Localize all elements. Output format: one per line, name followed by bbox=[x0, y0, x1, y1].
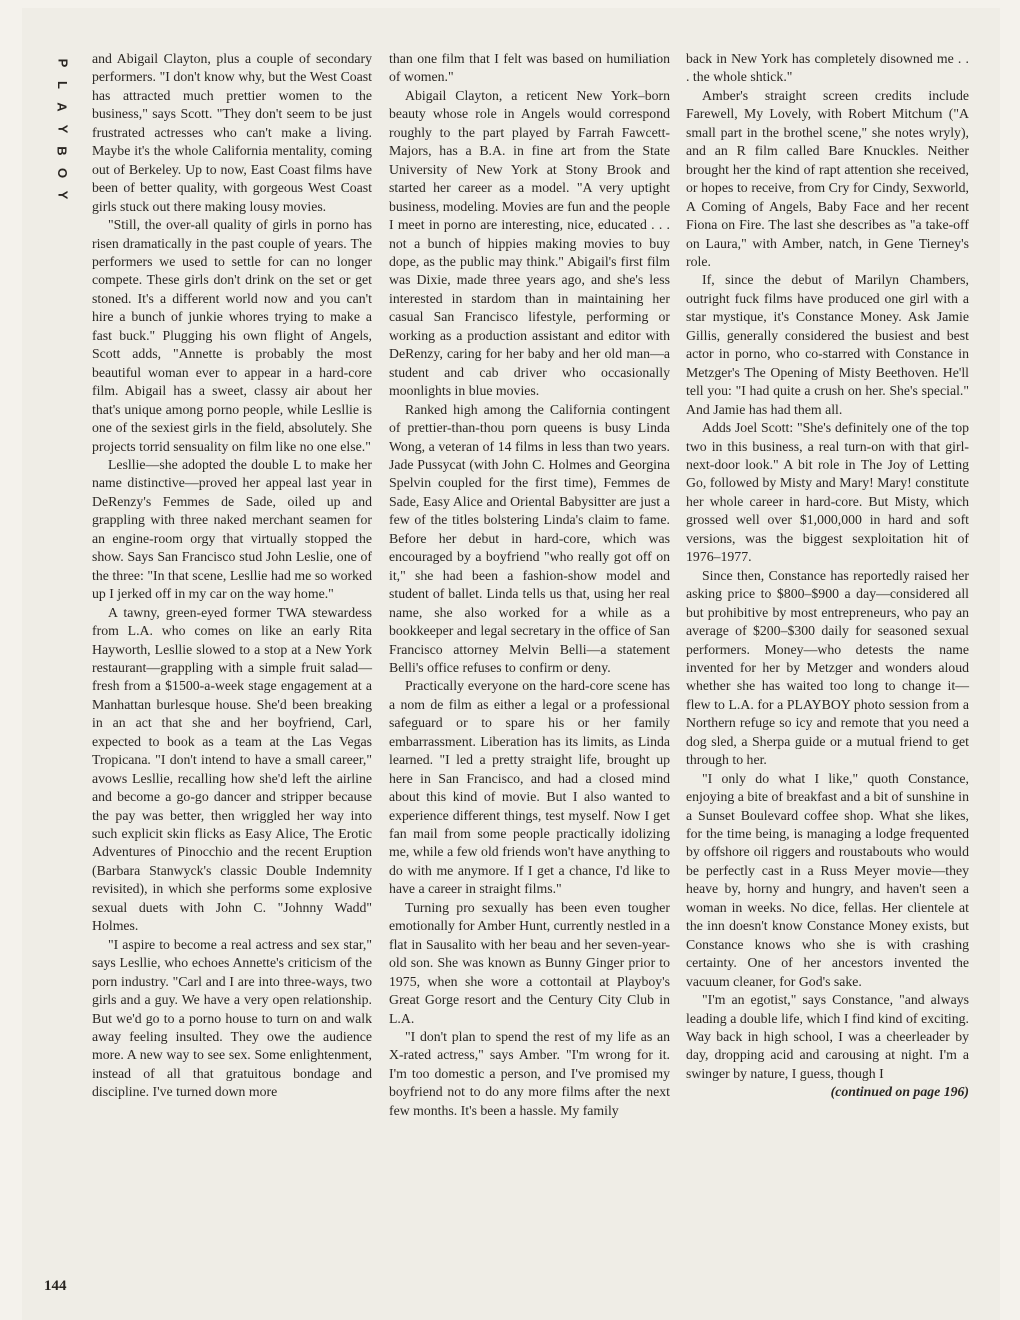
masthead-letter: O bbox=[55, 167, 70, 179]
paragraph: "I aspire to become a real actress and sex star," says Lesllie, who echoes Annette's criticism of the porn industry. "Carl and I are into three-ways, two girls and a guy. We have a very open relationship. But we'd go to a porno house to turn on and walk away feeling insulted. They owe the audience more. A new way to see sex. Some enlightenment, instead of all that gratuitous bondage and discipline. I've turned down more bbox=[92, 936, 372, 1100]
paragraph: "I'm an egotist," says Constance, "and always leading a double life, which I find kind of exciting. Way back in high school, I was a cheerleader by day, dropping acid and carousing at night. I'm a swinger by nature, I guess, though I bbox=[686, 992, 969, 1081]
playboy-masthead-vertical bbox=[52, 52, 72, 206]
paragraph: "I only do what I like," quoth Constance, enjoying a bite of breakfast and a bit of sunshine in a Sunset Boulevard coffee shop. What she likes, for the time being, is managing a lodge frequented by offshore oil riggers and roustabouts who would be perfectly cast in a Russ Meyer movie—they heave by, horny and hungry, and haven't seen a woman in weeks. No dice, fellas. Her clientele at the inn doesn't know Constance Money exists, but Constance knows who she is with crashing certainty. One of her ancestors invented the vacuum cleaner, for God's sake. bbox=[686, 770, 969, 989]
paragraph: Ranked high among the California contingent of prettier-than-thou porn queens is busy Linda Wong, a veteran of 14 films in less than two years. Jade Pussycat (with John C. Holmes and Georgina Spelvin coupled for the first time), Femmes de Sade, Easy Alice and Oriental Babysitter are just a few of the titles bolstering Linda's claim to fame. Before her debut in hard-core, which was encouraged by a boyfriend "who really got off on it," she had been a fashion-show model and student of ballet. Linda tells us that, using her real name, she also worked for a while as a bookkeeper and legal secretary in the office of San Francisco attorney Melvin Belli—a statement Belli's office refuses to confirm or deny. bbox=[389, 401, 670, 675]
paragraph: Lesllie—she adopted the double L to make her name distinctive—proved her appeal last year in DeRenzy's Femmes de Sade, oiled up and grappling with three naked merchant seamen for an engine-room orgy that virtually stopped the show. Says San Francisco stud John Leslie, one of the three: "In that scene, Lesllie had me so worked up I jerked off in my car on the way home." bbox=[92, 456, 372, 602]
paragraph: A tawny, green-eyed former TWA stewardess from L.A. who comes on like an early Rita Hayworth, Lesllie slowed to a stop at a New York restaurant—grappling with a simple fruit salad—fresh from a $1500-a-week stage engagement at a Manhattan burlesque house. She'd been breaking in an act that she and her boyfriend, Carl, expected to book as a team at the Las Vegas Tropicana. "I don't intend to have a small career," avows Lesllie, recalling how she'd left the airline and become a go-go dancer and stripper because the pay was better, then wriggled her way into such explicit skin flicks as Easy Alice, The Erotic Adventures of Pinocchio and the recent Eruption (Barbara Stanwyck's classic Double Indemnity revisited), in which she performs some explosive sexual duets with John C. "Johnny Wadd" Holmes. bbox=[92, 604, 372, 934]
masthead-letter: A bbox=[54, 102, 70, 112]
masthead-letter: L bbox=[54, 81, 70, 89]
paragraph: Abigail Clayton, a reticent New York–born beauty whose role in Angels would correspond roughly to the part played by Farrah Fawcett-Majors, has a B.A. in fine art from the State University of New York at Stony Brook and started her career as a model. "A very uptight business, modeling. Movies are fun and the people I meet in porno are interesting, nice, educated . . . not a bunch of hippies making movies to buy dope, as the public may think." Abigail's first film was Dixie, made three years ago, and she's less interested in stardom than in maintaining her casual San Francisco lifestyle, performing or working as a production assistant and editor with DeRenzy, caring for her baby and her old man—a student and cab driver who occasionally moonlights in blue movies. bbox=[389, 87, 670, 399]
paragraph: Since then, Constance has reportedly raised her asking price to $800–$900 a day—considered all but prohibitive by most entrepreneurs, who pay an average of $200–$300 daily for seasoned sexual performers. Money—who detests the name invented for her by Metzger and wonders aloud whether she has waited too long to change it—flew to L.A. for a PLAYBOY photo session from a Northern refuge so icy and remote that you need a dog sled, a Sherpa guide or a mutual friend to get through to her. bbox=[686, 567, 969, 768]
paragraph: If, since the debut of Marilyn Chambers, outright fuck films have produced one girl with a star mystique, it's Constance Money. Ask Jamie Gillis, generally considered the busiest and best actor in porno, who co-starred with Constance in Metzger's The Opening of Misty Beethoven. He'll tell you: "I had quite a crush on her. She's special." And Jamie has had them all. bbox=[686, 272, 969, 417]
paragraph: Turning pro sexually has been even tougher emotionally for Amber Hunt, currently nestled in a flat in Sausalito with her beau and her seven-year-old son. She was known as Bunny Ginger prior to 1975, when she wore a cottontail at Playboy's Great Gorge resort and the Century City Club in L.A. bbox=[389, 899, 670, 1026]
paragraph: "I don't plan to spend the rest of my life as an X-rated actress," says Amber. "I'm wrong for it. I'm too domestic a person, and I've promised my boyfriend not to do any more films after the next few months. It's been a hassle. My family bbox=[389, 1029, 670, 1118]
paragraph: "Still, the over-all quality of girls in porno has risen dramatically in the past couple of years. The performers we used to settle for can no longer compete. These girls don't drink on the set or get stoned. It's a different world now and you can't hire a bunch of junkie whores trying to make a fast buck." Plugging his own flight of Angels, Scott adds, "Annette is probably the most beautiful woman ever to appear in a hard-core film. Abigail has a sweet, classy air about her that's unique among porno people, while Lesllie is one of the sexiest girls in the field, absolutely. She projects torrid sensuality on film like no one else." bbox=[92, 217, 372, 454]
paragraph: Adds Joel Scott: "She's definitely one of the top two in this business, a real turn-on with that girl-next-door look." A bit role in The Joy of Letting Go, followed by Misty and Mary! Mary! constitute her whole career in hard-core. But Misty, which grossed well over $1,000,000 in hard and soft versions, was the biggest sexploitation hit of 1976–1977. bbox=[686, 420, 969, 565]
continued-on-line: (continued on page 196) bbox=[830, 1084, 969, 1100]
paragraph: Amber's straight screen credits include Farewell, My Lovely, with Robert Mitchum ("A small part in the brothel scene," she notes wryly), and an R film called Bare Knuckles. Neither brought her the kind of rapt attention she received, or hopes to receive, from Cry for Cindy, Sexworld, A Coming of Angels, Baby Face and her recent Fiona on Fire. The last she describes as "a take-off on Laura," with Amber, natch, in Gene Tierney's role. bbox=[686, 87, 969, 269]
article-column-3 bbox=[686, 50, 969, 1102]
article-column-1 bbox=[92, 50, 372, 1102]
masthead-letter: P bbox=[54, 58, 70, 68]
paragraph: and Abigail Clayton, plus a couple of secondary performers. "I don't know why, but the West Coast has attracted much prettier women to the business," says Scott. "They don't seem to be just frustrated actresses who can't make a living. Maybe it's the whole California mentality, coming out of Berkeley. Up to now, East Coast films have been of better quality, with gorgeous West Coast girls stuck out there making lousy movies. bbox=[92, 51, 372, 214]
masthead-letter: Y bbox=[54, 124, 70, 134]
paragraph: Practically everyone on the hard-core scene has a nom de film as either a legal or a professional safeguard or to spare his or her family embarrassment. Liberation has its limits, as Linda learned. "I led a pretty straight life, brought up here in San Francisco, and had a closed mind about this kind of movie. But I also wanted to experience different things, test myself. Now I get fan mail from some people practically idolizing me, while a few old friends won't have anything to do with me anymore. If I get a chance, I'd like to have a career in straight films." bbox=[389, 678, 670, 897]
masthead-letter: Y bbox=[54, 190, 70, 200]
masthead-letter: B bbox=[54, 146, 70, 156]
article-column-2 bbox=[389, 50, 670, 1120]
paragraph: back in New York has completely disowned me . . . the whole shtick." bbox=[686, 51, 969, 85]
paragraph: than one film that I felt was based on humiliation of women." bbox=[389, 51, 670, 85]
page-number: 144 bbox=[44, 1278, 67, 1294]
